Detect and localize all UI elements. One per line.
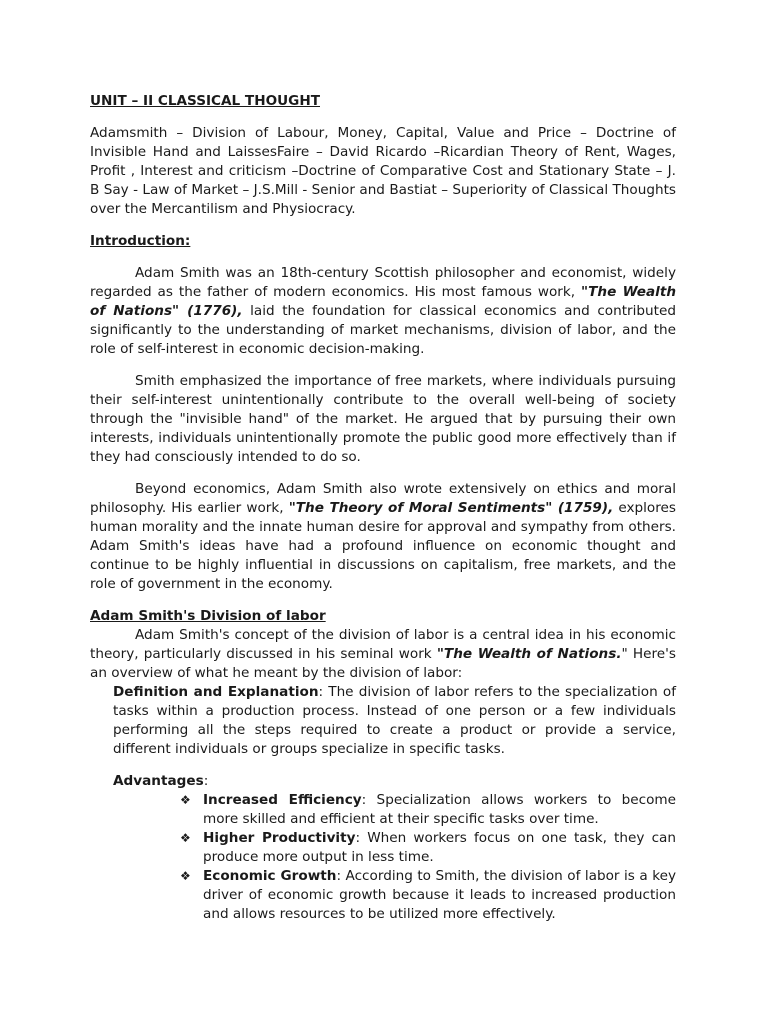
division-of-labor-heading: Adam Smith's Division of labor bbox=[90, 608, 326, 624]
advantage-term: Higher Productivity bbox=[203, 830, 356, 846]
wealth-of-nations-title: "The Wealth of Nations" (1776), bbox=[90, 284, 676, 319]
advantage-text: : When workers focus on one task, they can produce more output in less time. bbox=[203, 830, 676, 865]
division-p1-text-c: " Here's an overview of what he meant by the division of labor: bbox=[90, 646, 676, 681]
unit-title: UNIT – II CLASSICAL THOUGHT bbox=[90, 93, 320, 109]
division-p1-text-a: Adam Smith's concept of the division of labor is a central idea in his economic theory, particularly discussed in his seminal work bbox=[90, 627, 676, 662]
unit-topics: Adamsmith – Division of Labour, Money, Capital, Value and Price – Doctrine of Invisible Hand and LaissesFaire – David Ricardo –Ricardian Theory of Rent, Wages, Profit , Interest and criticism –Doctrine of Comparative Cost and Stationary State – J. B Say - Law of Market – J.S.Mill - Senior and Bastiat – Superiority of Classical Thoughts over the Mercantilism and Physiocracy. bbox=[90, 125, 676, 217]
document-page bbox=[90, 92, 676, 924]
advantage-text: : According to Smith, the division of labor is a key driver of economic growth because it leads to increased production and allows resources to be utilized more effectively. bbox=[203, 868, 677, 922]
introduction-heading: Introduction: bbox=[90, 233, 191, 249]
intro-p1-text-c: laid the foundation for classical economics and contributed significantly to the understanding of market mechanisms, division of labor, and the role of self-interest in economic decision-making. bbox=[90, 303, 676, 357]
definition-paragraph bbox=[113, 683, 676, 759]
advantage-term: Economic Growth bbox=[203, 868, 337, 884]
definition-term: Definition and Explanation bbox=[113, 684, 319, 700]
diamond-bullet-icon: ❖ bbox=[180, 831, 191, 845]
diamond-bullet-icon: ❖ bbox=[180, 793, 191, 807]
division-paragraph bbox=[90, 626, 676, 683]
intro-p1-text-a: Adam Smith was an 18th-century Scottish philosopher and economist, widely regarded as the father of modern economics. His most famous work, bbox=[90, 265, 676, 300]
list-item bbox=[90, 867, 676, 924]
intro-paragraph-1 bbox=[90, 264, 676, 359]
moral-sentiments-title: "The Theory of Moral Sentiments" (1759), bbox=[288, 500, 614, 516]
advantages-list bbox=[90, 791, 676, 924]
advantages-heading bbox=[113, 772, 676, 791]
division-book-title: "The Wealth of Nations. bbox=[436, 646, 622, 662]
intro-p3-text-a: Beyond economics, Adam Smith also wrote extensively on ethics and moral philosophy. His earlier work, bbox=[90, 481, 676, 516]
definition-text: : The division of labor refers to the specialization of tasks within a production process. Instead of one person or a few individuals performing all the steps required to create a product or provide a service, different individuals or groups specialize in specific tasks. bbox=[113, 684, 676, 757]
list-item bbox=[90, 829, 676, 867]
diamond-bullet-icon: ❖ bbox=[180, 869, 191, 883]
advantages-colon: : bbox=[203, 773, 209, 789]
intro-paragraph-2: Smith emphasized the importance of free markets, where individuals pursuing their self-interest unintentionally contribute to the overall well-being of society through the "invisible hand" of the market. He argued that by pursuing their own interests, individuals unintentionally promote the public good more effectively than if they had consciously intended to do so. bbox=[90, 373, 676, 465]
advantage-text: : Specialization allows workers to become more skilled and efficient at their specific tasks over time. bbox=[203, 792, 676, 827]
advantage-term: Increased Efficiency bbox=[203, 792, 362, 808]
list-item bbox=[90, 791, 676, 829]
intro-p3-text-c: explores human morality and the innate human desire for approval and sympathy from others. Adam Smith's ideas have had a profound influence on economic thought and continue to be highly influential in discussions on capitalism, free markets, and the role of government in the economy. bbox=[90, 500, 676, 592]
advantages-label: Advantages bbox=[113, 773, 204, 789]
intro-paragraph-3 bbox=[90, 480, 676, 594]
